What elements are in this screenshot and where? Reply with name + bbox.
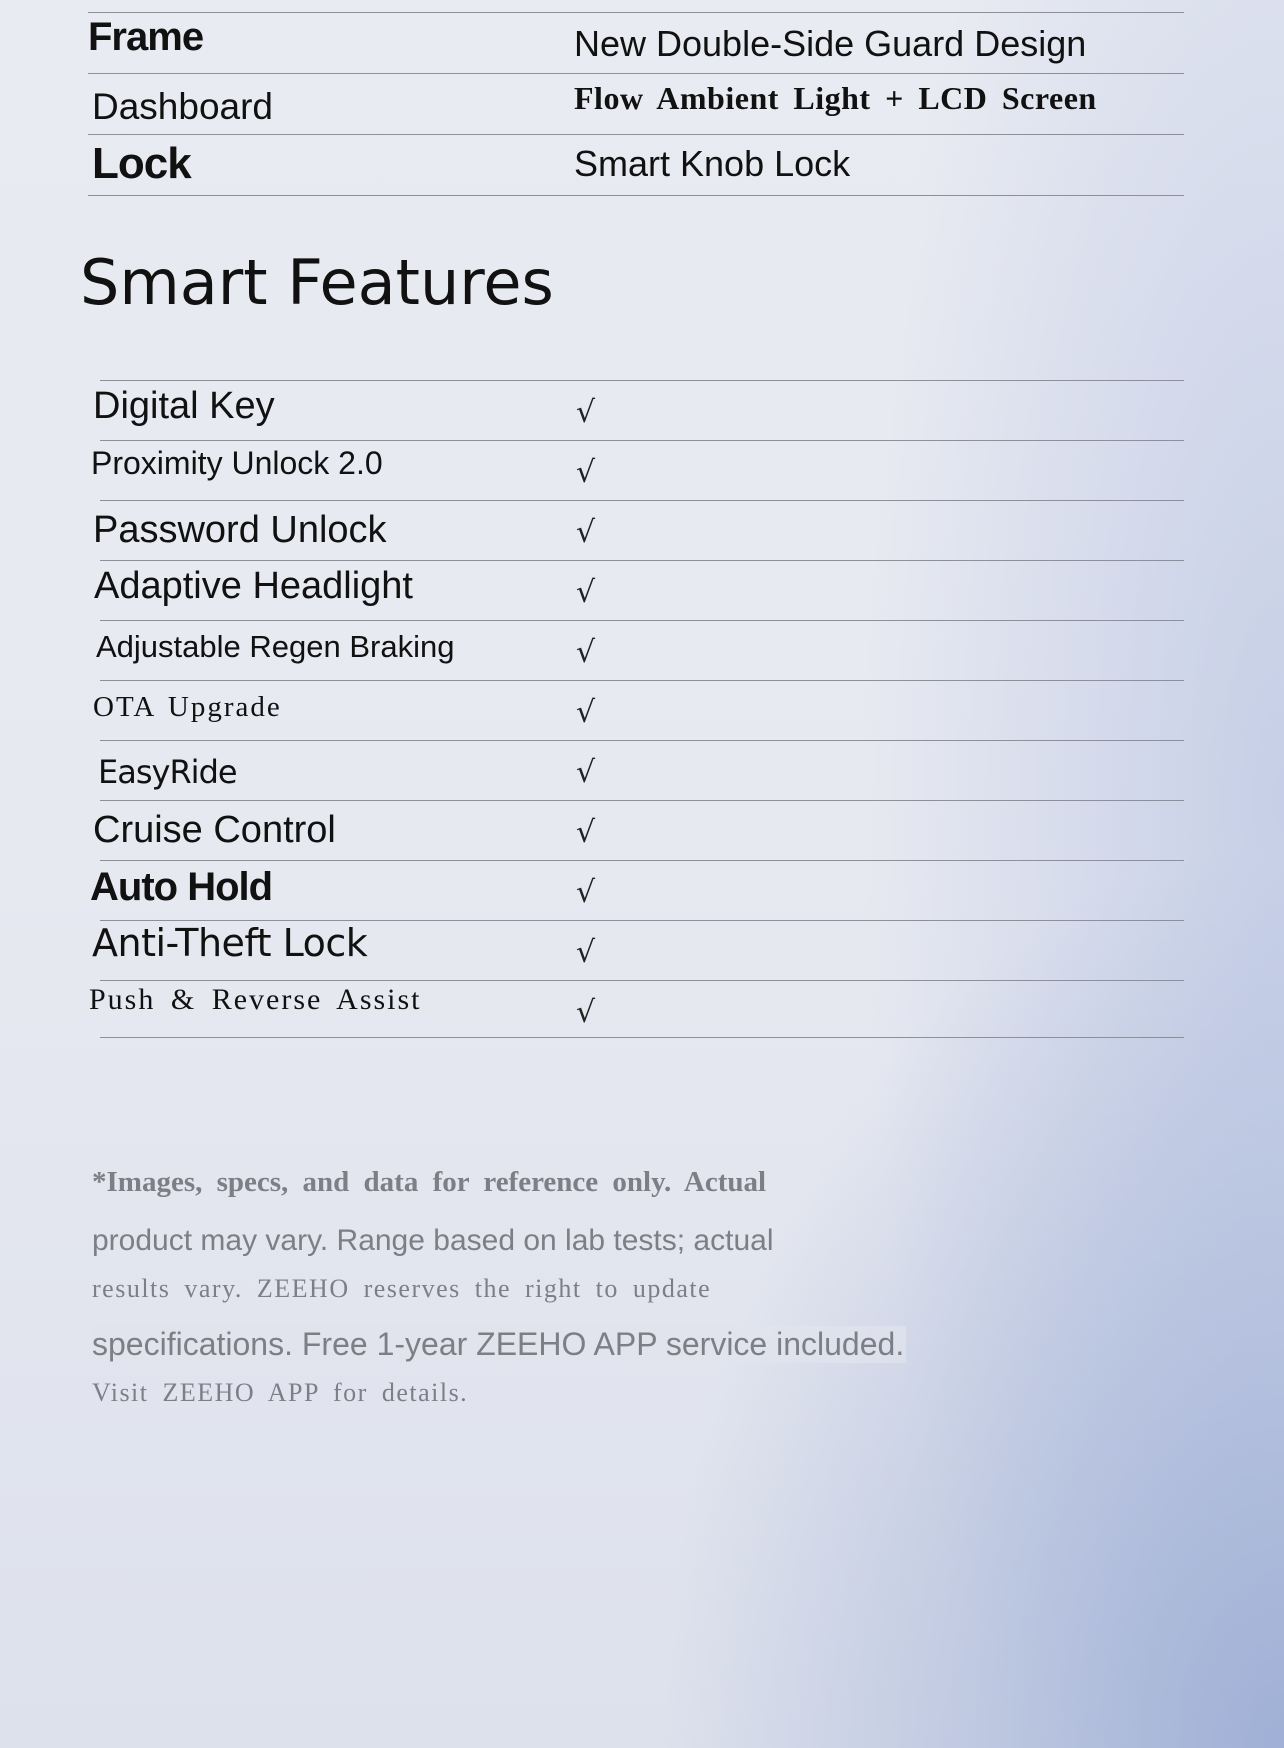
feature-label: EasyRide <box>98 753 237 791</box>
checkmark-icon: √ <box>576 815 596 850</box>
feature-label: Push & Reverse Assist <box>89 983 422 1016</box>
spec-table <box>88 12 1184 196</box>
feature-label: OTA Upgrade <box>93 691 282 723</box>
disclaimer-line: specifications. Free 1-year ZEEHO APP service included. <box>92 1326 905 1362</box>
feature-row <box>93 801 1184 861</box>
spec-label: Frame <box>88 15 204 59</box>
feature-label: Adjustable Regen Braking <box>96 629 455 664</box>
feature-label: Proximity Unlock 2.0 <box>91 445 383 481</box>
spec-value: New Double-Side Guard Design <box>574 23 1087 64</box>
feature-label: Anti-Theft Lock <box>92 921 368 965</box>
feature-row <box>89 981 1184 1038</box>
spec-value: Smart Knob Lock <box>574 143 851 184</box>
disclaimer-line: results vary. ZEEHO reserves the right to update <box>92 1274 712 1303</box>
checkmark-icon: √ <box>576 515 596 550</box>
feature-label: Digital Key <box>93 385 275 427</box>
feature-row <box>91 441 1184 501</box>
spec-row-lock <box>88 135 1184 196</box>
spec-value: Flow Ambient Light + LCD Screen <box>574 80 1097 116</box>
checkmark-icon: √ <box>576 755 596 790</box>
feature-row <box>100 741 1184 801</box>
feature-row <box>90 861 1184 921</box>
spec-row-frame <box>88 13 1184 74</box>
checkmark-icon: √ <box>576 875 596 910</box>
checkmark-icon: √ <box>576 575 596 610</box>
feature-label: Adaptive Headlight <box>94 565 413 607</box>
feature-label: Password Unlock <box>93 509 387 551</box>
feature-row <box>93 501 1184 561</box>
feature-row <box>94 561 1184 621</box>
feature-row <box>96 621 1184 681</box>
disclaimer-line: *Images, specs, and data for reference only. Actual <box>92 1166 767 1198</box>
spec-row-dashboard <box>88 74 1184 135</box>
spec-label: Dashboard <box>92 86 274 127</box>
feature-label: Auto Hold <box>90 865 273 909</box>
feature-row <box>93 681 1184 741</box>
feature-label: Cruise Control <box>93 809 336 851</box>
smart-features-table <box>89 380 1184 1038</box>
checkmark-icon: √ <box>576 395 596 430</box>
feature-row <box>92 921 1184 981</box>
checkmark-icon: √ <box>576 935 596 970</box>
checkmark-icon: √ <box>576 695 596 730</box>
checkmark-icon: √ <box>576 995 596 1030</box>
disclaimer-line: product may vary. Range based on lab tests; actual <box>92 1224 774 1257</box>
feature-row <box>93 381 1184 441</box>
checkmark-icon: √ <box>576 455 596 490</box>
disclaimer-line: Visit ZEEHO APP for details. <box>92 1378 469 1407</box>
spec-label: Lock <box>92 139 191 188</box>
checkmark-icon: √ <box>576 635 596 670</box>
section-title-smart-features: Smart Features <box>80 246 554 319</box>
